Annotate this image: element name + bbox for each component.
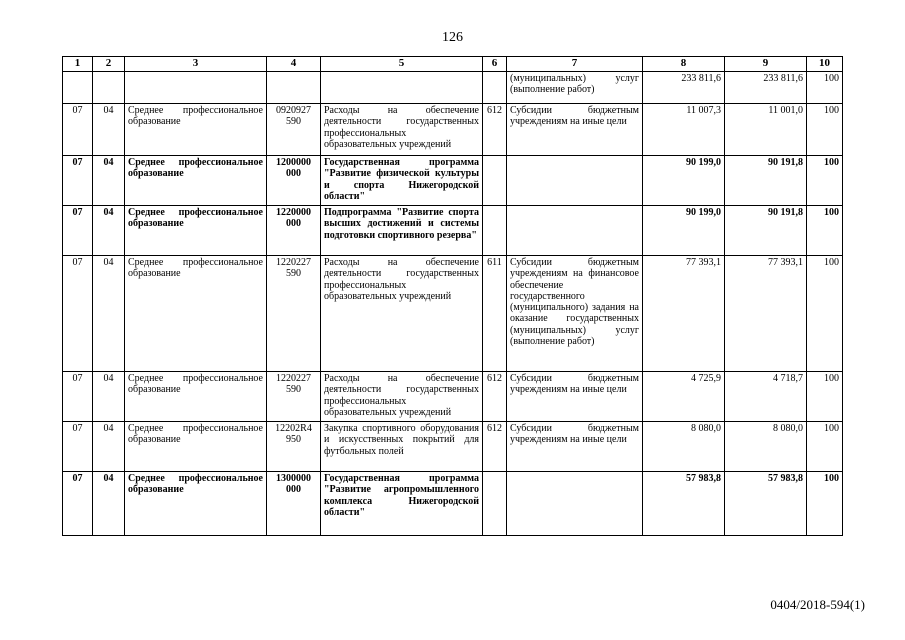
executed-amount: 8 080,0 [725, 422, 807, 472]
expense-type-name [507, 472, 643, 536]
approved-amount: 4 725,9 [643, 372, 725, 422]
page-number: 126 [442, 30, 463, 45]
expense-type-name: Субсидии бюджетным учреждениям на финансовое обеспечение государственного (муниципального) задания на оказание государственных (муниципальных) услуг (выполнение работ) [507, 256, 643, 372]
header-cell: 3 [125, 57, 267, 72]
section-name: Среднее профессиональное образование [125, 104, 267, 156]
expense-description: Расходы на обеспечение деятельности государственных профессиональных образовательных учреждений [321, 256, 483, 372]
expense-type-name: (муниципальных) услуг (выполнение работ) [507, 72, 643, 104]
section-name: Среднее профессиональное образование [125, 422, 267, 472]
executed-amount: 90 191,8 [725, 206, 807, 256]
expense-type-name [507, 206, 643, 256]
expense-description: Подпрограмма "Развитие спорта высших достижений и системы подготовки спортивного резерва" [321, 206, 483, 256]
section-code: 07 [63, 472, 93, 536]
expense-type-name: Субсидии бюджетным учреждениям на иные цели [507, 372, 643, 422]
approved-amount: 57 983,8 [643, 472, 725, 536]
table-row [63, 206, 843, 256]
document-code: 0404/2018-594(1) [770, 597, 865, 612]
execution-percent: 100 [807, 156, 843, 206]
target-article-code [267, 72, 321, 104]
subsection-code: 04 [93, 422, 125, 472]
section-name: Среднее профессиональное образование [125, 256, 267, 372]
approved-amount: 8 080,0 [643, 422, 725, 472]
section-code: 07 [63, 156, 93, 206]
budget-table [62, 56, 843, 536]
header-cell: 4 [267, 57, 321, 72]
table-row [63, 372, 843, 422]
approved-amount: 90 199,0 [643, 206, 725, 256]
expense-description: Закупка спортивного оборудования и искусственных покрытий для футбольных полей [321, 422, 483, 472]
expense-type-code: 611 [483, 256, 507, 372]
section-code: 07 [63, 104, 93, 156]
table-row [63, 104, 843, 156]
target-article-code: 1220000 000 [267, 206, 321, 256]
expense-type-code: 612 [483, 104, 507, 156]
target-article-code: 1220227 590 [267, 372, 321, 422]
execution-percent: 100 [807, 104, 843, 156]
section-code [63, 72, 93, 104]
expense-type-code [483, 472, 507, 536]
expense-type-code [483, 72, 507, 104]
table-row [63, 256, 843, 372]
section-name: Среднее профессиональное образование [125, 372, 267, 422]
executed-amount: 90 191,8 [725, 156, 807, 206]
approved-amount: 90 199,0 [643, 156, 725, 206]
header-cell: 1 [63, 57, 93, 72]
execution-percent: 100 [807, 422, 843, 472]
executed-amount: 77 393,1 [725, 256, 807, 372]
executed-amount: 57 983,8 [725, 472, 807, 536]
expense-type-code: 612 [483, 372, 507, 422]
subsection-code [93, 72, 125, 104]
section-name: Среднее профессиональное образование [125, 472, 267, 536]
expense-type-name: Субсидии бюджетным учреждениям на иные цели [507, 422, 643, 472]
table-row [63, 72, 843, 104]
execution-percent: 100 [807, 472, 843, 536]
target-article-code: 1300000 000 [267, 472, 321, 536]
section-code: 07 [63, 206, 93, 256]
expense-description: Расходы на обеспечение деятельности государственных профессиональных образовательных учреждений [321, 372, 483, 422]
expense-description: Государственная программа "Развитие агропромышленного комплекса Нижегородской области" [321, 472, 483, 536]
expense-description: Государственная программа "Развитие физической культуры и спорта Нижегородской области" [321, 156, 483, 206]
target-article-code: 0920927 590 [267, 104, 321, 156]
table-row [63, 156, 843, 206]
execution-percent: 100 [807, 256, 843, 372]
expense-type-name: Субсидии бюджетным учреждениям на иные цели [507, 104, 643, 156]
header-cell: 9 [725, 57, 807, 72]
executed-amount: 4 718,7 [725, 372, 807, 422]
section-code: 07 [63, 372, 93, 422]
target-article-code: 1200000 000 [267, 156, 321, 206]
header-row [63, 57, 843, 72]
executed-amount: 11 001,0 [725, 104, 807, 156]
header-cell: 10 [807, 57, 843, 72]
approved-amount: 11 007,3 [643, 104, 725, 156]
header-cell: 6 [483, 57, 507, 72]
execution-percent: 100 [807, 206, 843, 256]
subsection-code: 04 [93, 206, 125, 256]
section-name [125, 72, 267, 104]
expense-type-code [483, 206, 507, 256]
subsection-code: 04 [93, 104, 125, 156]
section-code: 07 [63, 422, 93, 472]
target-article-code: 12202R4 950 [267, 422, 321, 472]
expense-type-code [483, 156, 507, 206]
expense-type-name [507, 156, 643, 206]
subsection-code: 04 [93, 472, 125, 536]
target-article-code: 1220227 590 [267, 256, 321, 372]
subsection-code: 04 [93, 156, 125, 206]
expense-type-code: 612 [483, 422, 507, 472]
table-row [63, 472, 843, 536]
header-cell: 7 [507, 57, 643, 72]
section-name: Среднее профессиональное образование [125, 156, 267, 206]
executed-amount: 233 811,6 [725, 72, 807, 104]
header-cell: 2 [93, 57, 125, 72]
table-row [63, 422, 843, 472]
subsection-code: 04 [93, 372, 125, 422]
expense-description [321, 72, 483, 104]
approved-amount: 233 811,6 [643, 72, 725, 104]
approved-amount: 77 393,1 [643, 256, 725, 372]
execution-percent: 100 [807, 72, 843, 104]
header-cell: 5 [321, 57, 483, 72]
header-cell: 8 [643, 57, 725, 72]
subsection-code: 04 [93, 256, 125, 372]
section-name: Среднее профессиональное образование [125, 206, 267, 256]
expense-description: Расходы на обеспечение деятельности государственных профессиональных образовательных учреждений [321, 104, 483, 156]
execution-percent: 100 [807, 372, 843, 422]
section-code: 07 [63, 256, 93, 372]
